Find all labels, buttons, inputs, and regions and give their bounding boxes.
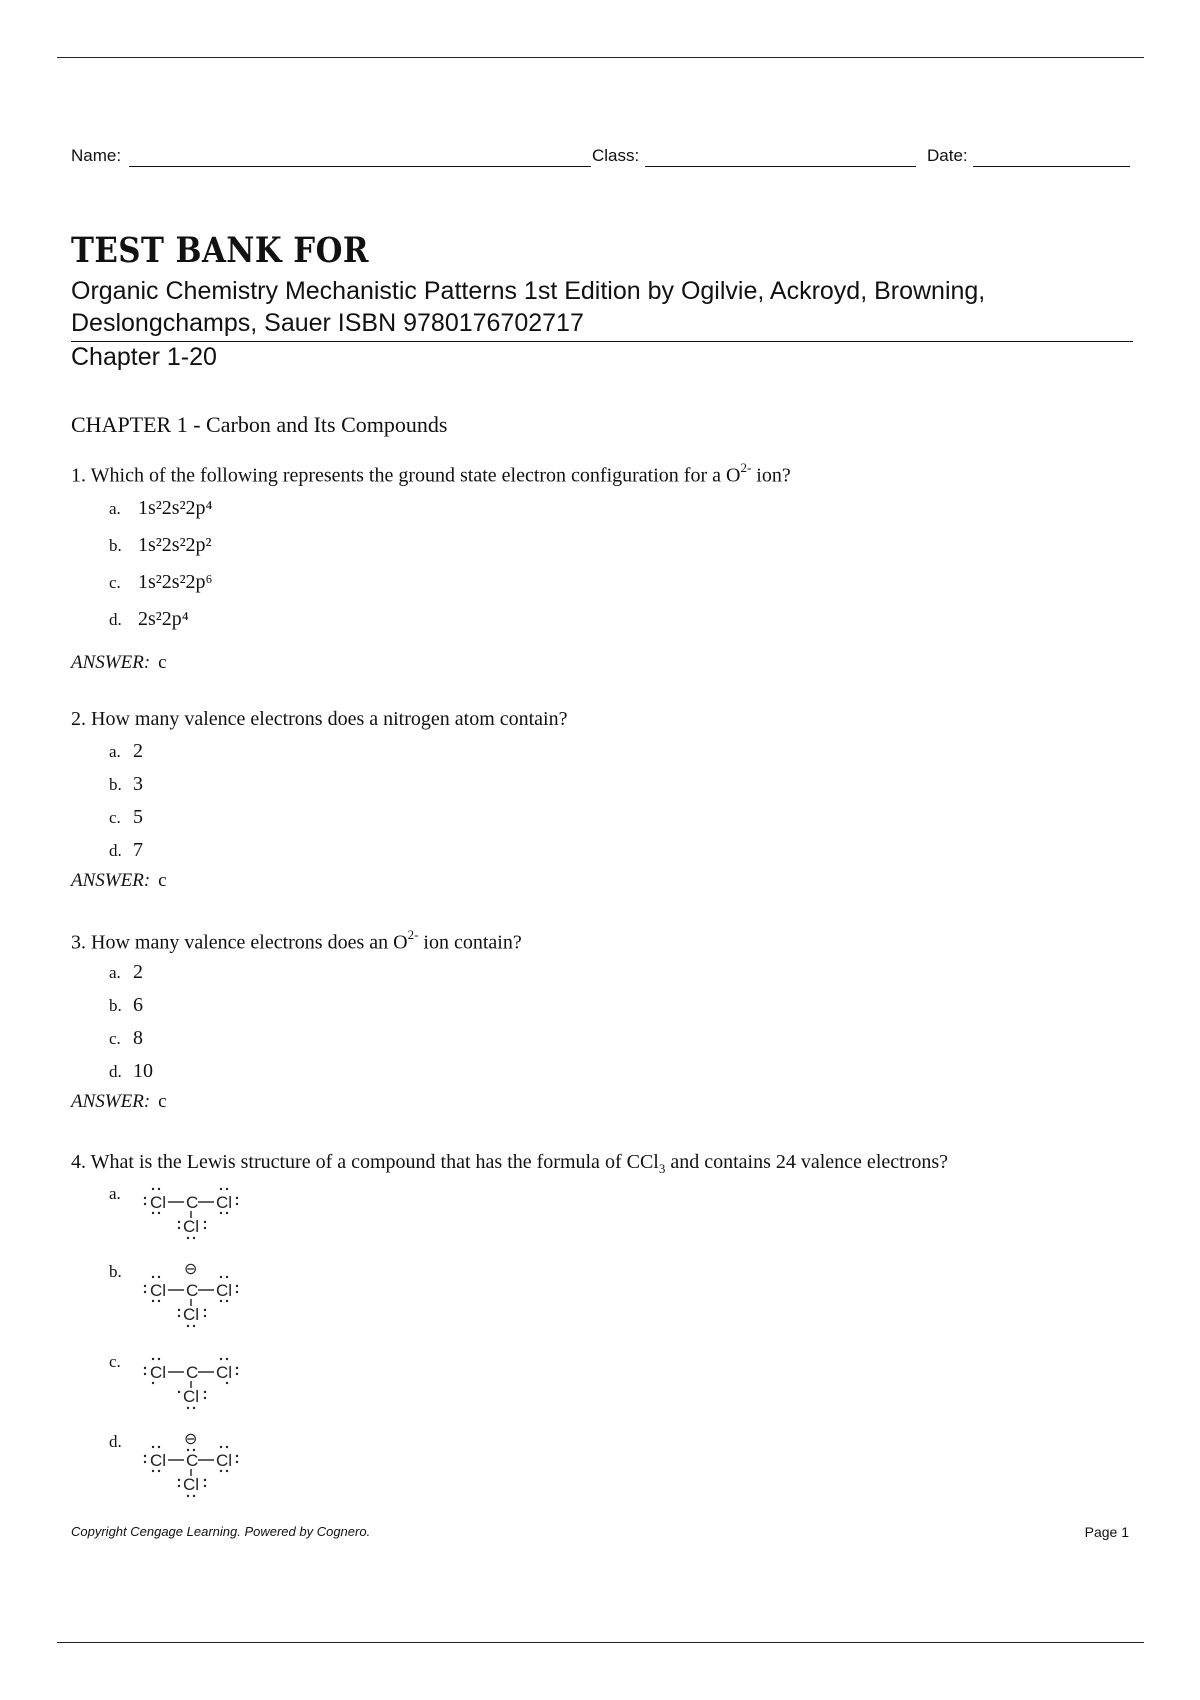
stem-text: How many valence electrons does an O [91,931,408,954]
option-d[interactable] [109,608,189,631]
option-c-letter: c. [109,1352,121,1371]
bottom-rule [57,1642,1144,1643]
atom-left: Cl [150,1193,167,1212]
atom-right: Cl [216,1193,233,1212]
answer-line [71,652,167,674]
option-text: 1s²2s²2p⁶ [138,571,213,593]
stem-subscript: 3 [658,1161,666,1176]
option-letter: c. [109,573,121,592]
option-text: 6 [133,994,143,1016]
lewis-svg [133,1180,253,1250]
option-text: 1s²2s²2p² [138,534,212,556]
option-a[interactable] [109,961,143,984]
class-label: Class: [592,146,640,165]
answer-label: ANSWER: [71,1091,151,1112]
option-letter: a. [109,963,121,982]
lewis-svg [133,1258,253,1338]
question-number: 1. [71,464,86,487]
option-a[interactable] [109,740,143,763]
test-bank-title: TEST BANK FOR [71,230,369,271]
question-2 [71,708,568,891]
atom-center: C [186,1281,199,1300]
answer-value: c [158,652,167,673]
option-letter: d. [109,1062,122,1081]
class-field[interactable] [645,166,916,167]
question-3 [71,927,522,1112]
answer-label: ANSWER: [71,870,151,891]
atom-bottom: Cl [183,1387,200,1406]
option-letter: b. [109,536,122,555]
option-b[interactable] [109,994,143,1017]
title-rule [71,341,1133,342]
option-a-lewis-structure[interactable] [133,1180,253,1250]
option-d-lewis-structure[interactable] [133,1428,253,1508]
question-number: 4. [71,1151,86,1173]
option-letter: b. [109,996,122,1015]
atom-bottom: Cl [183,1475,200,1494]
option-b-lewis-structure[interactable] [133,1258,253,1338]
option-text: 3 [133,773,143,795]
option-text: 7 [133,839,143,861]
option-c[interactable] [109,571,213,594]
chapter-range: Chapter 1-20 [71,343,217,371]
question-1 [71,460,791,673]
lewis-svg [133,1350,253,1420]
option-letter: b. [109,775,122,794]
name-field[interactable] [129,166,591,167]
option-d-letter: d. [109,1432,122,1451]
option-c[interactable] [109,806,143,829]
answer-line [71,1091,167,1113]
atom-center: C [186,1193,199,1212]
date-field[interactable] [973,166,1130,167]
stem-superscript: 2- [740,460,752,475]
atom-bottom: Cl [183,1217,200,1236]
option-text: 5 [133,806,143,828]
date-label: Date: [927,146,968,165]
answer-value: c [158,870,167,891]
option-text: 2s²2p⁴ [138,608,189,630]
option-text: 10 [133,1060,153,1082]
question-stem [71,1151,948,1177]
atom-right: Cl [216,1363,233,1382]
option-text: 1s²2s²2p⁴ [138,497,213,519]
stem-text: How many valence electrons does a nitrogen atom contain? [91,708,568,730]
option-letter: a. [109,742,121,761]
stem-text: Which of the following represents the ground state electron configuration for a O [90,464,741,487]
question-number: 3. [71,931,86,954]
option-c[interactable] [109,1027,143,1050]
option-c-lewis-structure[interactable] [133,1350,253,1420]
atom-left: Cl [150,1451,167,1470]
option-letter: c. [109,1029,121,1048]
atom-left: Cl [150,1281,167,1300]
option-a[interactable] [109,497,213,520]
answer-value: c [158,1091,167,1112]
option-b[interactable] [109,773,143,796]
book-subtitle: Organic Chemistry Mechanistic Patterns 1st Edition by Ogilvie, Ackroyd, Browning, Deslongchamps, Sauer ISBN 9780176702717 [71,277,986,337]
option-text: 8 [133,1027,143,1049]
option-text: 2 [133,740,143,762]
atom-right: Cl [216,1451,233,1470]
question-stem [71,462,791,488]
atom-right: Cl [216,1281,233,1300]
question-4 [71,1151,948,1177]
option-b-letter: b. [109,1262,122,1281]
stem-superscript: 2- [407,927,419,942]
stem-text-end: ion contain? [418,931,522,954]
name-label: Name: [71,146,122,165]
atom-center: C [186,1363,199,1382]
chapter-heading: CHAPTER 1 - Carbon and Its Compounds [71,412,448,437]
atom-left: Cl [150,1363,167,1382]
top-rule [57,57,1144,58]
option-letter: a. [109,499,121,518]
lewis-options [71,1180,471,1510]
footer-copyright: Copyright Cengage Learning. Powered by Cognero. [71,1524,371,1539]
stem-text-end: and contains 24 valence electrons? [665,1151,948,1173]
page-number: Page 1 [1084,1524,1129,1540]
option-d[interactable] [109,1060,153,1083]
option-letter: c. [109,808,121,827]
option-letter: d. [109,610,122,629]
option-b[interactable] [109,534,212,557]
option-a-letter: a. [109,1184,121,1203]
question-number: 2. [71,708,86,730]
atom-bottom: Cl [183,1305,200,1324]
charge-symbol: ⊖ [184,1431,198,1448]
answer-line [71,870,167,892]
option-letter: d. [109,841,122,860]
option-text: 2 [133,961,143,983]
charge-symbol: ⊖ [184,1261,198,1278]
stem-text: What is the Lewis structure of a compound that has the formula of CCl [90,1151,659,1173]
stem-text-end: ion? [751,464,791,487]
question-stem [71,708,568,731]
option-d[interactable] [109,839,143,862]
atom-center: C [186,1451,199,1470]
answer-label: ANSWER: [71,652,151,673]
lewis-svg [133,1428,253,1508]
question-stem [71,929,522,955]
